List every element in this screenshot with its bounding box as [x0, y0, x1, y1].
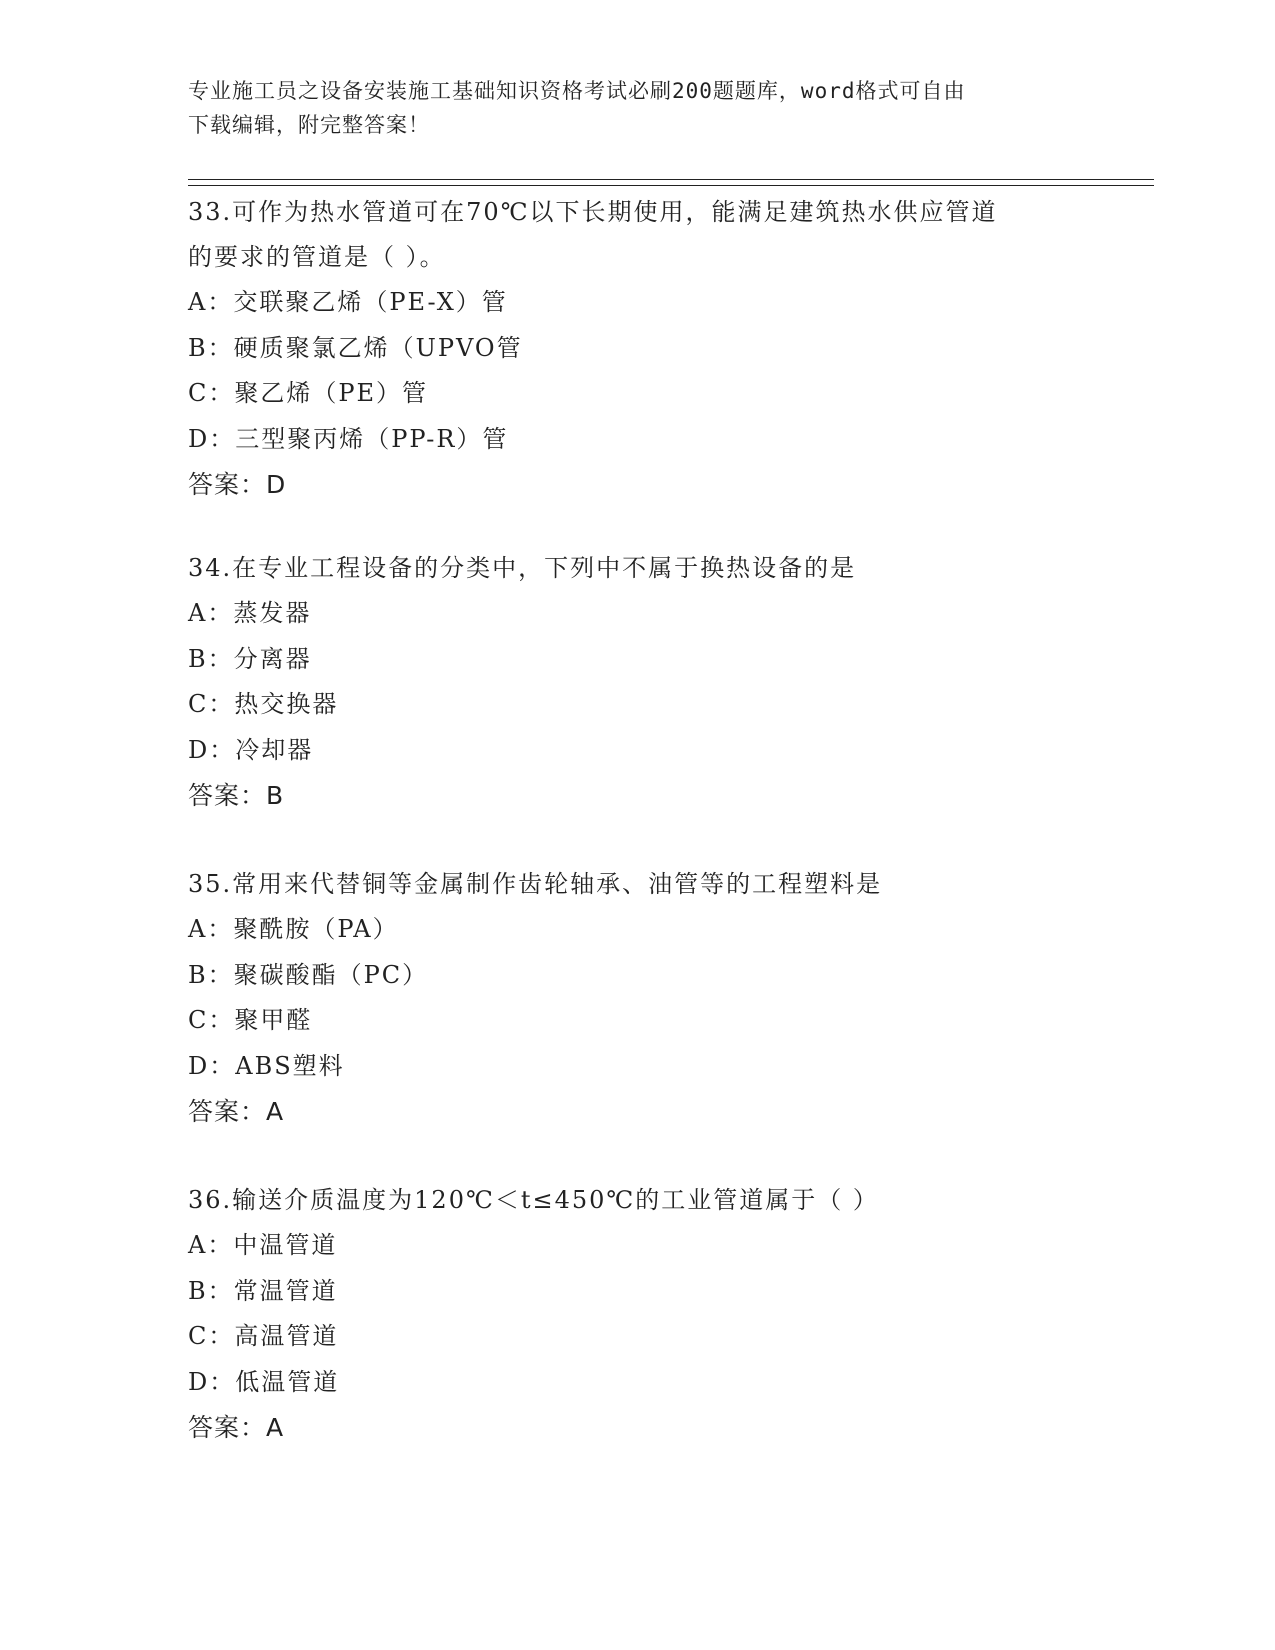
option-b: B：聚碳酸酯（PC）	[188, 960, 429, 989]
option-a: A：交联聚乙烯（PE-X）管	[188, 288, 508, 316]
option-d: D：三型聚丙烯（PP-R）管	[188, 424, 509, 453]
question-text-continued: 的要求的管道是（ ）。	[188, 243, 446, 271]
question-33	[188, 190, 1108, 507]
option-a: A：聚酰胺（PA）	[188, 915, 399, 943]
answer: 答案：A	[188, 1413, 285, 1442]
option-c: C：聚甲醛	[188, 1006, 313, 1034]
option-b: B：常温管道	[188, 1276, 338, 1305]
option-b: B：硬质聚氯乙烯（UPVO管	[188, 333, 523, 362]
option-c: C：聚乙烯（PE）管	[188, 379, 429, 407]
option-b: B：分离器	[188, 644, 312, 673]
document-header	[188, 74, 1088, 142]
question-34	[188, 546, 1108, 818]
question-35	[188, 862, 1108, 1134]
question-text: 35.常用来代替铜等金属制作齿轮轴承、油管等的工程塑料是	[188, 870, 883, 898]
question-text: 36.输送介质温度为120℃＜t≤450℃的工业管道属于（ ）	[188, 1186, 879, 1214]
header-divider-top	[188, 179, 1154, 180]
header-line-2: 下载编辑，附完整答案！	[188, 113, 430, 137]
option-d: D：ABS塑料	[188, 1051, 345, 1080]
option-a: A：蒸发器	[188, 599, 312, 627]
answer: 答案：B	[188, 781, 285, 810]
question-text: 33.可作为热水管道可在70℃以下长期使用，能满足建筑热水供应管道	[188, 198, 998, 226]
question-text: 34.在专业工程设备的分类中，下列中不属于换热设备的是	[188, 554, 857, 582]
answer: 答案：A	[188, 1097, 285, 1126]
option-d: D：低温管道	[188, 1367, 340, 1396]
option-a: A：中温管道	[188, 1231, 338, 1259]
question-36	[188, 1178, 1108, 1450]
header-divider-bottom	[188, 185, 1154, 186]
header-line-1: 专业施工员之设备安装施工基础知识资格考试必刷200题题库，word格式可自由	[188, 79, 966, 103]
option-c: C：高温管道	[188, 1322, 339, 1350]
option-d: D：冷却器	[188, 735, 314, 764]
answer: 答案：D	[188, 470, 287, 499]
option-c: C：热交换器	[188, 690, 339, 718]
